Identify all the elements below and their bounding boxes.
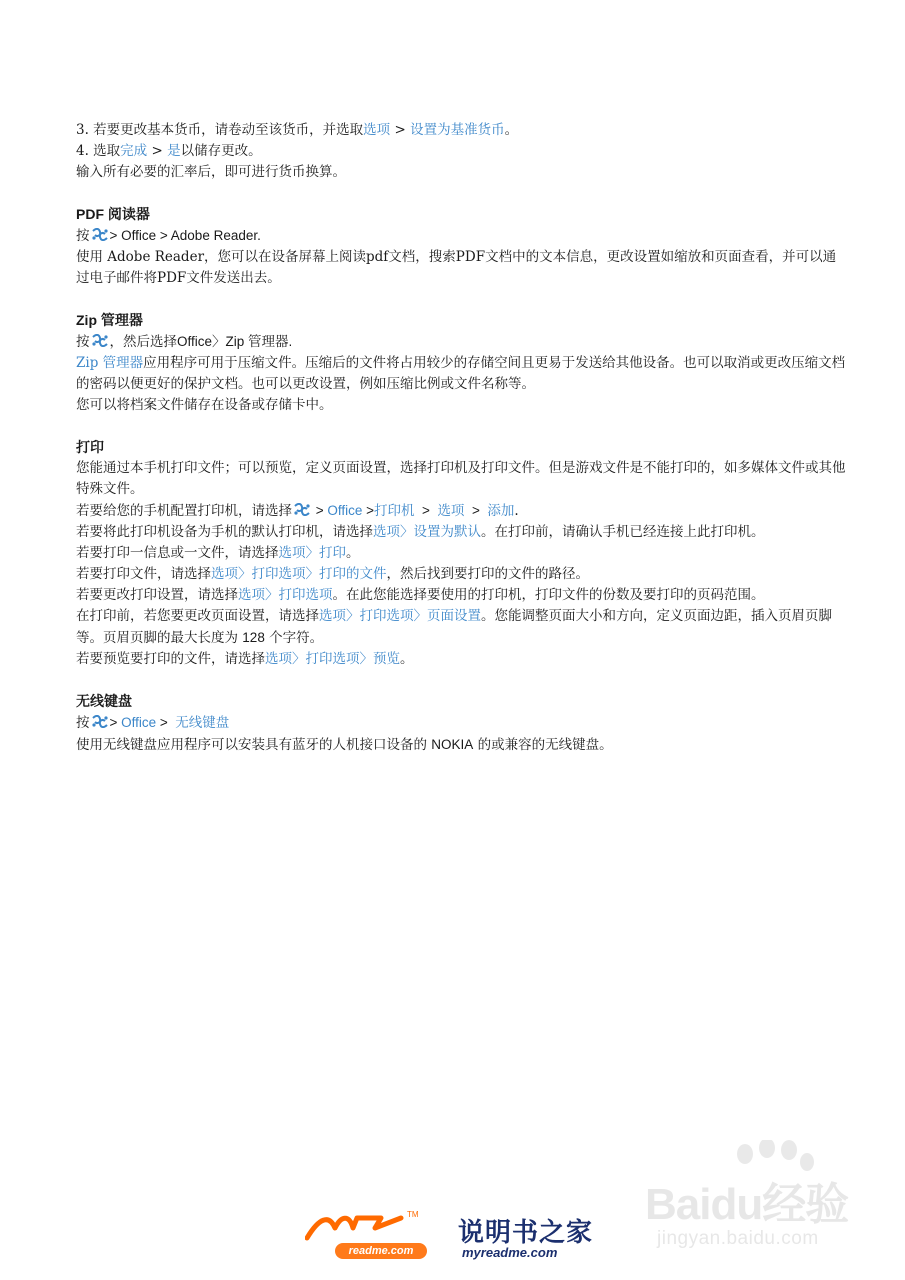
print-page-setup: 在打印前，若您要更改页面设置，请选择选项〉打印选项〉页面设置。您能调整页面大小和方向，定义页面边距，插入页眉页脚等。页眉页脚的最大长度为 128 个字符。 <box>76 608 832 646</box>
keyboard-path: 按 > Office > 无线键盘 <box>76 715 230 731</box>
link-options[interactable]: 选项 <box>278 545 306 561</box>
print-message: 若要打印一信息或一文件，请选择选项〉打印。 <box>76 545 360 561</box>
print-preview: 若要预览要打印的文件，请选择选项〉打印选项〉预览。 <box>76 651 414 667</box>
print-intro: 您能通过本手机打印文件；可以预览，定义页面设置，选择打印机及打印文件。但是游戏文件是不能打印的，如多媒体文件或其他特殊文件。 <box>76 460 846 497</box>
pdf-path: 按 > Office > Adobe Reader. <box>76 228 261 244</box>
link-print-options[interactable]: 打印选项 <box>305 651 360 667</box>
link-page-settings[interactable]: 页面设置 <box>427 608 481 624</box>
zip-heading: Zip 管理器 <box>76 312 143 328</box>
link-zip-manager[interactable]: Zip 管理器 <box>76 355 144 371</box>
print-file: 若要打印文件，请选择选项〉打印选项〉打印的文件，然后找到要打印的文件的路径。 <box>76 566 589 582</box>
keyboard-heading: 无线键盘 <box>76 693 132 709</box>
readme-badge: readme.com <box>335 1243 427 1259</box>
menu-key-icon <box>91 228 109 241</box>
menu-key-icon <box>91 334 109 347</box>
site-url: myreadme.com <box>462 1245 558 1260</box>
currency-note: 输入所有必要的汇率后，即可进行货币换算。 <box>76 164 346 180</box>
site-title: 说明书之家 <box>458 1218 594 1248</box>
link-print-options[interactable]: 打印选项 <box>251 566 306 582</box>
pdf-description: 使用 Adobe Reader，您可以在设备屏幕上阅读pdf文档，搜索PDF文档中的文本信息，更改设置如缩放和页面查看，并可以通过电子邮件将PDF文件发送出去。 <box>76 249 837 286</box>
link-office[interactable]: Office <box>327 503 363 518</box>
link-print[interactable]: 打印 <box>319 545 346 561</box>
link-options[interactable]: 选项 <box>238 587 265 603</box>
keyboard-description: 使用无线键盘应用程序可以安装具有蓝牙的人机接口设备的 NOKIA 的或兼容的无线键盘。 <box>76 737 613 753</box>
link-options[interactable]: 选项 <box>437 503 465 519</box>
link-options[interactable]: 选项 <box>211 566 238 582</box>
link-options[interactable]: 选项 <box>373 524 400 540</box>
link-print-file[interactable]: 打印的文件 <box>319 566 387 582</box>
link-options[interactable]: 选项 <box>319 608 346 624</box>
menu-key-icon <box>91 715 109 728</box>
zip-path: 按 ，然后选择Office〉Zip 管理器. <box>76 334 293 350</box>
footer-logo <box>305 1210 605 1266</box>
print-heading: 打印 <box>76 439 104 455</box>
pdf-heading: PDF 阅读器 <box>76 206 150 222</box>
watermark-url: jingyan.baidu.com <box>657 1228 819 1249</box>
currency-step-3: 3. 若要更改基本货币，请卷动至该货币，并选取选项 > 设置为基准货币。 <box>76 122 519 138</box>
menu-key-icon <box>293 503 311 516</box>
watermark-brand: Baidu经验 <box>645 1180 849 1229</box>
link-yes[interactable]: 是 <box>167 143 181 159</box>
print-config: 若要给您的手机配置打印机，请选择 > Office >打印机 > 选项 > 添加. <box>76 503 519 519</box>
link-set-base-currency[interactable]: 设置为基准货币 <box>410 122 505 138</box>
link-done[interactable]: 完成 <box>120 143 148 159</box>
link-preview[interactable]: 预览 <box>373 651 400 667</box>
document-body <box>76 120 846 756</box>
link-print-options[interactable]: 打印选项 <box>278 587 333 603</box>
my-logo <box>305 1210 435 1266</box>
link-printer[interactable]: 打印机 <box>374 503 415 519</box>
print-settings: 若要更改打印设置，请选择选项〉打印选项。在此您能选择要使用的打印机，打印文件的份数及要打印的页码范围。 <box>76 587 765 603</box>
link-office[interactable]: Office <box>121 715 157 730</box>
link-set-default[interactable]: 设置为默认 <box>413 524 481 540</box>
baidu-watermark <box>645 1140 865 1270</box>
zip-description: Zip 管理器应用程序可用于压缩文件。压缩后的文件将占用较少的存储空间且更易于发送给其他设备。也可以取消或更改压缩文档的密码以便更好的保护文档。也可以更改设置，例如压缩比例或文件名称等。 <box>76 355 846 392</box>
print-default: 若要将此打印机设备为手机的默认打印机，请选择选项〉设置为默认。在打印前，请确认手机已经连接上此打印机。 <box>76 524 765 540</box>
link-wireless-keyboard[interactable]: 无线键盘 <box>175 715 230 731</box>
link-print-options[interactable]: 打印选项 <box>359 608 414 624</box>
link-options[interactable]: 选项 <box>265 651 292 667</box>
link-options[interactable]: 选项 <box>363 122 391 138</box>
zip-note: 您可以将档案文件储存在设备或存储卡中。 <box>76 397 333 413</box>
link-add[interactable]: 添加 <box>487 503 515 519</box>
trademark: TM <box>407 1210 419 1219</box>
currency-step-4: 4. 选取完成 > 是以储存更改。 <box>76 143 262 159</box>
